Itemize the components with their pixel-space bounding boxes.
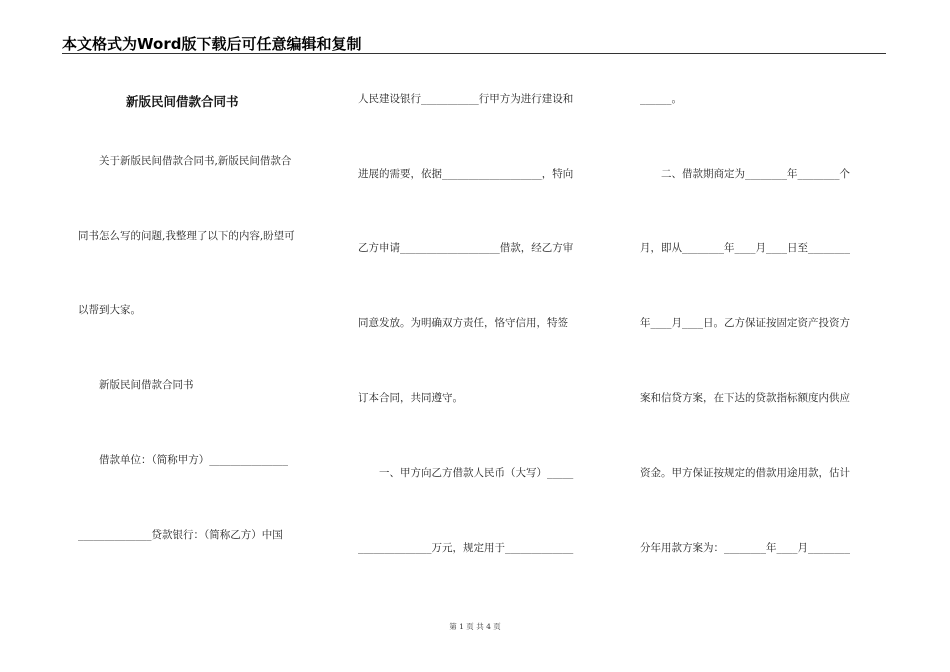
text-line: 进展的需要，依据___________________，特向 xyxy=(358,168,574,180)
text-line: 以帮到大家。 xyxy=(78,304,141,316)
text-line: 订本合同，共同遵守。 xyxy=(358,392,463,404)
text-line: 年____月____日。乙方保证按固定资产投资方 xyxy=(640,317,850,329)
text-line: 关于新版民间借款合同书,新版民间借款合 xyxy=(78,155,292,167)
text-line: 人民建设银行___________行甲方为进行建设和 xyxy=(358,93,574,105)
text-line: 案和信贷方案，在下达的贷款指标额度内供应 xyxy=(640,392,850,404)
text-line: ______________贷款银行：（简称乙方）中国 xyxy=(78,529,283,541)
text-line: 同书怎么写的问题,我整理了以下的内容,盼望可 xyxy=(78,230,295,242)
text-line: 借款单位：（简称甲方）_______________ xyxy=(78,454,288,466)
text-line: 乙方申请___________________借款，经乙方审 xyxy=(358,242,574,254)
header-divider xyxy=(62,53,886,54)
text-line: ______________万元，规定用于_____________ xyxy=(358,542,574,554)
text-line: 分年用款方案为：________年____月________ xyxy=(640,542,850,554)
text-line: 同意发放。为明确双方责任，恪守信用，特签 xyxy=(358,317,568,329)
text-line: 月，即从________年____月____日至________ xyxy=(640,242,850,254)
text-line: 新版民间借款合同书 xyxy=(78,379,194,391)
page-header: 本文格式为Word版下载后可任意编辑和复制 xyxy=(62,35,362,53)
text-line: 资金。甲方保证按规定的借款用途用款，估计 xyxy=(640,467,850,479)
page-number: 第 1 页 共 4 页 xyxy=(449,622,501,631)
text-line: ______。 xyxy=(640,93,682,105)
text-line: 一、甲方向乙方借款人民币（大写）_____ xyxy=(358,467,574,479)
text-line: 二、借款期商定为________年________个 xyxy=(640,168,850,180)
document-title: 新版民间借款合同书 xyxy=(126,94,239,109)
